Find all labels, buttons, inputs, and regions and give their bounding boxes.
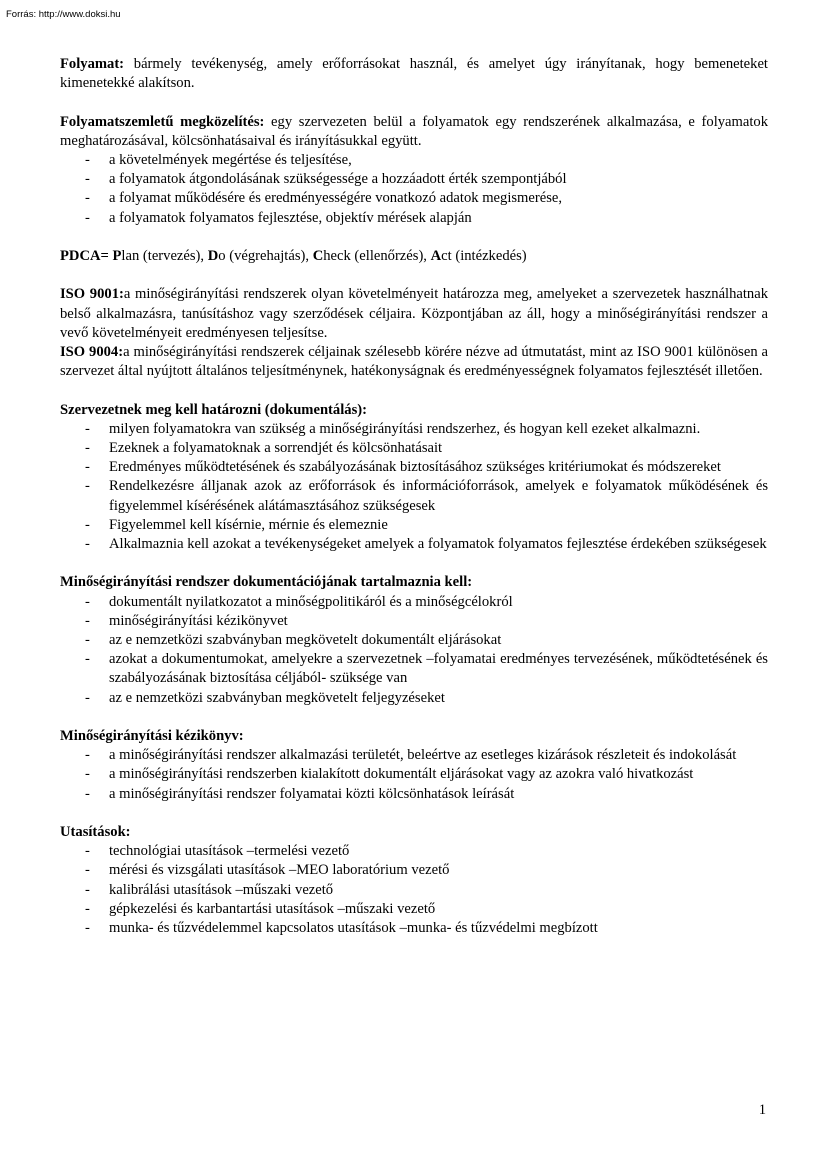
text-iso9004: a minőségirányítási rendszerek céljainak szélesebb körére nézve ad útmutatást, mint az ISO 9001 különösen a szervezet által nyújtott általános teljesítménynek, hatékonyságnak és eredményességnek folyamatos fejlesztését illetően. [60,344,769,380]
list-item: - munka- és tűzvédelemmel kapcsolatos utasítások –munka- és tűzvédelmi megbízott [60,919,768,938]
list-item: - Rendelkezésre álljanak azok az erőforrások és információforrások, amelyek e folyamatok működésének és figyelemmel kísérésének alátámasztásához szükségesek [60,477,768,515]
list-item: - a folyamatok átgondolásának szükségessége a hozzáadott érték szempontjából [60,170,768,189]
pdca-line [60,247,768,266]
list-item: - Ezeknek a folyamatoknak a sorrendjét és kölcsönhatásait [60,439,768,458]
pdca-c: C [312,248,324,264]
list-item: - az e nemzetközi szabványban megkövetelt dokumentált eljárásokat [60,631,768,650]
list-item: - a minőségirányítási rendszer alkalmazási területét, beleértve az esetleges kizárások részleteit és indokolását [60,746,768,765]
list-item: - Alkalmaznia kell azokat a tevékenységeket amelyek a folyamatok folyamatos fejlesztése érdekében szükségesek [60,535,768,554]
list-item: - azokat a dokumentumokat, amelyekre a szervezetnek –folyamatai eredményes tervezésének, működtetésének és szabályozásának biztosítása céljából- szüksége van [60,650,768,688]
list-item: - a folyamat működésére és eredményességére vonatkozó adatok megismerése, [60,189,768,208]
pdca-label: PDCA= [60,248,113,264]
pdca-plan: lan (tervezés), [121,248,208,264]
list-item: - gépkezelési és karbantartási utasítások –műszaki vezető [60,900,768,919]
term-iso9001: ISO 9001: [60,286,124,303]
pdca-check: heck (ellenőrzés), [323,248,431,264]
list-item: - milyen folyamatokra van szükség a minőségirányítási rendszerhez, és hogyan kell ezeket alkalmazni. [60,420,768,439]
list-szervezet [60,420,768,554]
list-item: - mérési és vizsgálati utasítások –MEO laboratórium vezető [60,861,768,880]
pdca-do: o (végrehajtás), [218,248,313,264]
list-item: - a minőségirányítási rendszer folyamatai közti kölcsönhatások leírását [60,785,768,804]
list-dokumentacio [60,593,768,708]
document-page [60,55,768,938]
list-item: - a folyamatok folyamatos fejlesztése, objektív mérések alapján [60,209,768,228]
definition-folyamat [60,55,768,93]
definition-iso9001 [60,285,768,343]
text-folyamat: bármely tevékenység, amely erőforrásokat használ, és amelyet úgy irányítanak, hogy bemeneteket kimenetekké alakítson. [60,56,768,92]
term-iso9004: ISO 9004: [60,344,124,360]
pdca-p: P [112,248,122,264]
list-item: - a követelmények megértése és teljesítése, [60,151,768,170]
list-item: - dokumentált nyilatkozatot a minőségpolitikáról és a minőségcélokról [60,593,768,612]
heading-utasitasok: Utasítások: [60,824,131,841]
term-folyamatszemlelet: Folyamatszemletű megközelítés: [60,113,265,130]
list-utasitasok [60,842,768,938]
list-item: - Figyelemmel kell kísérnie, mérnie és elemeznie [60,516,768,535]
list-item: - minőségirányítási kézikönyvet [60,612,768,631]
definition-iso9004 [60,343,768,381]
pdca-act: ct (intézkedés) [441,248,527,264]
page-number: 1 [758,1102,766,1118]
text-iso9001: a minőségirányítási rendszerek olyan követelményeit határozza meg, amelyeket a szervezetek használhatnak belső alkalmazásra, tanúsításhoz vagy szerződések céljaira. Központjában az áll, hogy a minőségirányítási rendszer a vevő követelményeit eredményesen teljesítse. [60,286,769,341]
pdca-d: D [207,248,219,264]
text-folyamatszemlelet: egy szervezeten belül a folyamatok egy rendszerének alkalmazása, e folyamatok meghatározásával, kölcsönhatásaival és irányításukkal együtt. [60,113,768,149]
heading-dokumentacio: Minőségirányítási rendszer dokumentációjának tartalmaznia kell: [60,574,473,591]
list-item: - technológiai utasítások –termelési vezető [60,842,768,861]
heading-szervezet: Szervezetnek meg kell határozni (dokumentálás): [60,401,367,418]
list-item: - a minőségirányítási rendszerben kialakított dokumentált eljárásokat vagy az azokra való hivatkozást [60,765,768,784]
definition-folyamatszemlelet [60,113,768,151]
source-header: Forrás: http://www.doksi.hu [6,9,121,20]
list-folyamatszemlelet [60,151,768,228]
list-item: - Eredményes működtetésének és szabályozásának biztosításához szükséges kritériumokat és módszereket [60,458,768,477]
list-item: - kalibrálási utasítások –műszaki vezető [60,881,768,900]
list-kezikonyv [60,746,768,804]
heading-kezikonyv: Minőségirányítási kézikönyv: [60,728,244,745]
pdca-a: A [430,248,442,264]
list-item: - az e nemzetközi szabványban megkövetelt feljegyzéseket [60,689,768,708]
term-folyamat: Folyamat: [60,56,125,72]
